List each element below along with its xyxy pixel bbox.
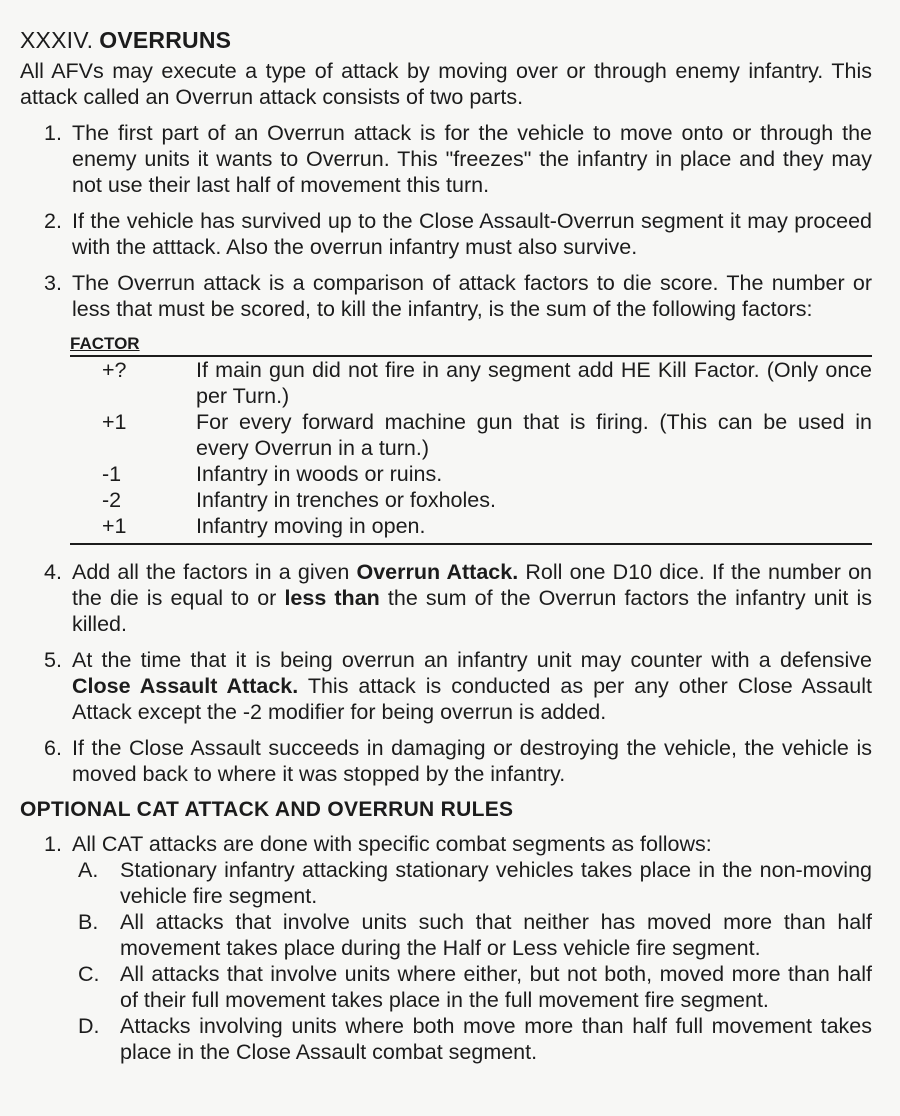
factor-row <box>70 357 872 409</box>
rule-item <box>20 270 872 322</box>
sub-item <box>72 961 872 1013</box>
factor-description: Infantry moving in open. <box>196 514 426 538</box>
sub-item-letter: C. <box>78 962 100 986</box>
factor-value: +? <box>102 358 127 382</box>
rule-number: 2. <box>44 209 62 233</box>
optional-rules-list <box>20 831 872 1065</box>
rule-text: The first part of an Overrun attack is for the vehicle to move onto or through the enemy units it wants to Overrun. This "freezes" the infantry in place and they may not use their last half of movement this turn. <box>72 121 872 197</box>
factor-value: +1 <box>102 514 127 538</box>
factor-row <box>70 409 872 461</box>
section-title <box>20 26 872 54</box>
rule-item <box>20 831 872 1065</box>
factor-table-header: FACTOR <box>70 334 872 357</box>
rule-number: 1. <box>44 832 62 856</box>
factor-table-bottom-rule <box>70 539 872 545</box>
rule-text-part: Add all the factors in a given <box>72 560 357 584</box>
intro-paragraph: All AFVs may execute a type of attack by moving over or through enemy infantry. This attack called an Overrun attack consists of two parts. <box>20 59 872 109</box>
rule-text-bold: Overrun Attack. <box>356 560 519 584</box>
rule-text: If the vehicle has survived up to the Close Assault-Overrun segment it may proceed with the atttack. Also the overrun infantry must also survive. <box>72 209 872 259</box>
rule-text-part: the sum of the Overrun factors the infantry unit is killed. <box>72 586 872 636</box>
rules-list-continued <box>20 559 872 787</box>
sub-item-letter: A. <box>78 858 99 882</box>
rule-text-part: At the time that it is being overrun an infantry unit may counter with a defensive <box>72 648 872 672</box>
sub-item-text: All attacks that involve units such that neither has moved more than half movement takes place during the Half or Less vehicle fire segment. <box>120 910 872 960</box>
optional-rules-heading: OPTIONAL CAT ATTACK AND OVERRUN RULES <box>20 798 514 821</box>
rule-item <box>20 120 872 198</box>
rule-text: If the Close Assault succeeds in damaging or destroying the vehicle, the vehicle is moved back to where it was stopped by the infantry. <box>72 736 872 786</box>
rule-number: 6. <box>44 736 62 760</box>
rule-item <box>20 559 872 637</box>
rule-number: 1. <box>44 121 62 145</box>
rule-number: 5. <box>44 648 62 672</box>
rule-text: All CAT attacks are done with specific combat segments as follows: <box>72 832 712 856</box>
factor-table <box>70 334 872 545</box>
factor-description: Infantry in woods or ruins. <box>196 462 443 486</box>
sub-item-text: Attacks involving units where both move more than half full movement takes place in the Close Assault combat segment. <box>120 1014 872 1064</box>
factor-description: For every forward machine gun that is firing. (This can be used in every Overrun in a turn.) <box>196 410 872 460</box>
rule-text-part: This attack is conducted as per any other Close Assault Attack except the -2 modifier for being overrun is added. <box>72 674 872 724</box>
factor-value: -1 <box>102 462 122 486</box>
factor-description: Infantry in trenches or foxholes. <box>196 488 496 512</box>
sub-item-text: Stationary infantry attacking stationary vehicles takes place in the non-moving vehicle fire segment. <box>120 858 872 908</box>
rule-number: 3. <box>44 271 62 295</box>
rule-item <box>20 208 872 260</box>
rule-text-part: Roll one D10 dice. If the number on the die is equal to or <box>72 560 873 610</box>
rule-number: 4. <box>44 560 62 584</box>
rules-list <box>20 120 872 322</box>
sub-item <box>72 857 872 909</box>
factor-row <box>70 513 872 539</box>
factor-value: +1 <box>102 410 127 434</box>
optional-subitems <box>72 857 872 1065</box>
sub-item <box>72 909 872 961</box>
factor-row <box>70 487 872 513</box>
rule-text-bold: Close Assault Attack. <box>72 674 299 698</box>
sub-item-letter: B. <box>78 910 99 934</box>
rule-text-bold: less than <box>284 586 380 610</box>
factor-value: -2 <box>102 488 122 512</box>
sub-item-letter: D. <box>78 1014 100 1038</box>
factor-row <box>70 461 872 487</box>
rule-text: The Overrun attack is a comparison of attack factors to die score. The number or less that must be scored, to kill the infantry, is the sum of the following factors: <box>72 271 872 321</box>
rule-item <box>20 735 872 787</box>
sub-item <box>72 1013 872 1065</box>
sub-item-text: All attacks that involve units where either, but not both, moved more than half of their full movement takes place in the full movement fire segment. <box>120 962 872 1012</box>
factor-description: If main gun did not fire in any segment add HE Kill Factor. (Only once per Turn.) <box>196 358 872 408</box>
rule-item <box>20 647 872 725</box>
section-title-word: OVERRUNS <box>99 27 232 53</box>
section-number: XXXIV. <box>20 27 94 53</box>
